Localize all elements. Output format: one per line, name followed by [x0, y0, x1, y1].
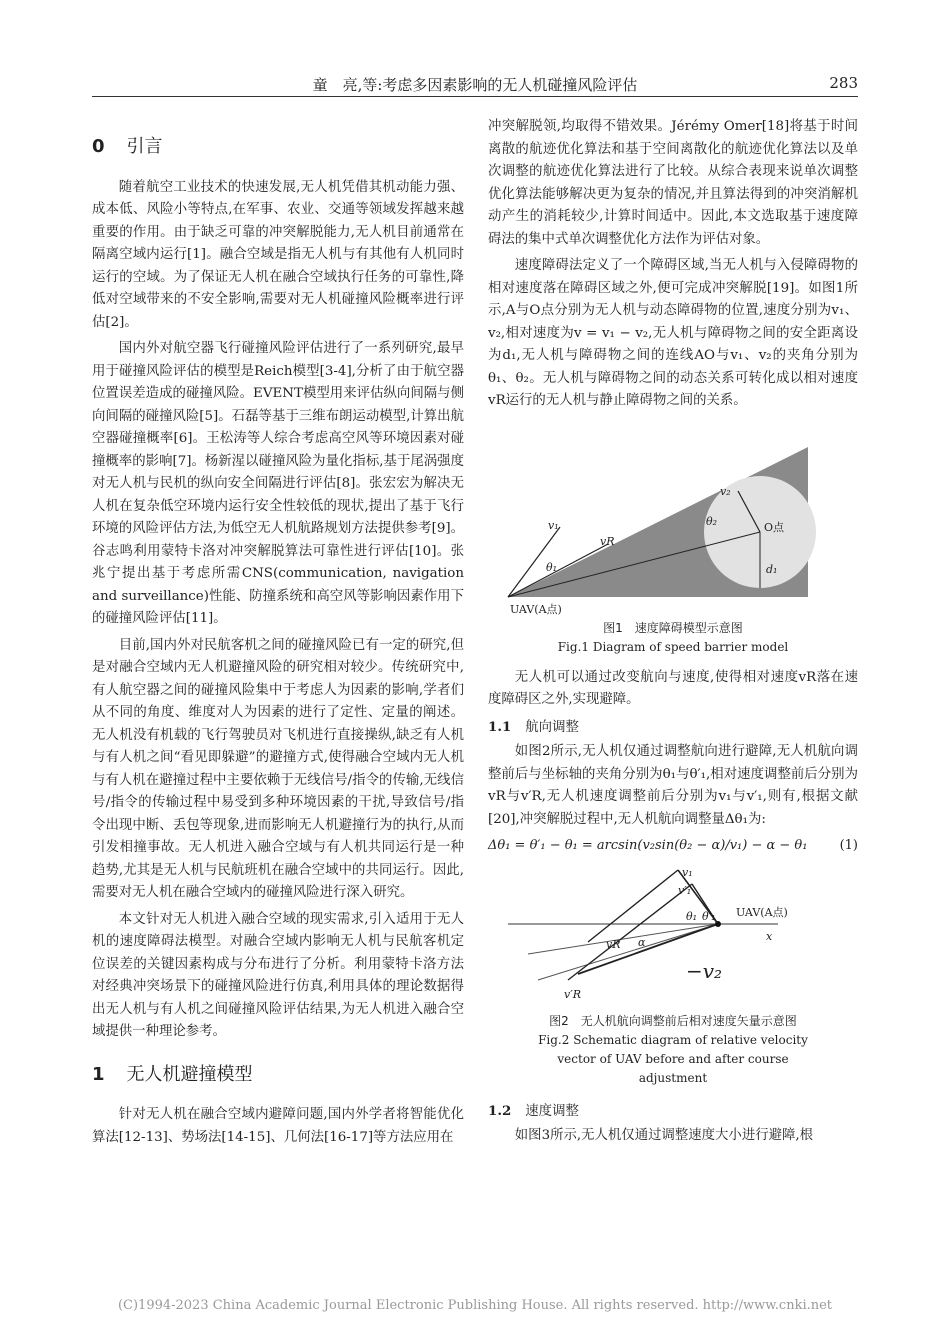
fig1-vr-label: vR [600, 534, 615, 548]
paragraph: 国内外对航空器飞行碰撞风险评估进行了一系列研究,最早用于碰撞风险评估的模型是Reich模型[3-4],分析了由于航空器位置误差造成的碰撞风险。EVENT模型用来评估纵向间隔与侧向间隔的碰撞风险[5]。石磊等基于三维布朗运动模型,计算出航空器碰撞概率[6]。王松涛等人综合考虑高空风等环境因素对碰撞概率的影响[7]。杨新湦以碰撞风险为量化指标,基于尾涡强度对无人机与民机的纵向安全间隔进行评估[8]。张宏宏为解决无人机在复杂低空环境内运行安全性较低的现状,提出了基于飞行环境的风险评估方法,为低空无人机航路规划方法提供参考[9]。谷志鸣利用蒙特卡洛对冲突解脱算法可靠性进行评估[10]。张兆宁提出基于考虑所需CNS(communication, navigation and surveillance)性能、防撞系统和高空风等影响因素作用下的碰撞风险评估[11]。 [92, 341, 464, 626]
fig1-theta1-label: θ₁ [546, 560, 558, 574]
fig1-theta2-label: θ₂ [706, 514, 718, 528]
subsection-1-1-number: 1.1 [488, 718, 512, 735]
fig1-uav-label: UAV(A点) [510, 602, 562, 616]
equation-1 [488, 835, 858, 858]
fig2-vrp-label: v′R [564, 987, 581, 1001]
subsection-1-1-title: 航向调整 [525, 719, 579, 735]
fig2-theta1-label: θ₁ [686, 909, 698, 923]
section-1-heading [92, 1064, 464, 1087]
paragraph: 本文针对无人机进入融合空域的现实需求,引入适用于无人机的速度障碍法模型。对融合空域内影响无人机与民航客机定位误差的关键因素构成与分布进行了分析。利用蒙特卡洛方法对经典冲突场景下的碰撞风险进行仿真,利用具体的理论数据得出无人机与有人机之间碰撞风险评估结果,为无人机进入融合空域提供一种理论参考。 [92, 911, 464, 1039]
figure-1-caption-cn: 图1 速度障碍模型示意图 [603, 620, 743, 635]
paragraph: 无人机可以通过改变航向与速度,使得相对速度vR落在速度障碍区之外,实现避障。 [488, 669, 858, 707]
section-0-heading [92, 136, 464, 159]
subsection-1-2-heading [488, 1100, 858, 1124]
header-title: 童 亮,等:考虑多因素影响的无人机碰撞风险评估 [312, 76, 638, 94]
figure-1 [488, 419, 858, 619]
fig2-v1p-label: v′₁ [678, 883, 692, 897]
fig2-vr-label: vR [606, 937, 621, 951]
subsection-1-2-title: 速度调整 [525, 1103, 579, 1119]
paragraph: 如图2所示,无人机仅通过调整航向进行避障,无人机航向调整前后与坐标轴的夹角分别为θ₁与θ′₁,相对速度调整前后分别为vR与v′R,无人机速度调整前后分别为v₁与v′₁,则有,根据文献[20],冲突解脱过程中,无人机航向调整量Δθ₁为: [488, 744, 858, 827]
section-0-number: 0 [92, 136, 105, 157]
section-1-title: 无人机避撞模型 [126, 1063, 253, 1085]
paragraph: 随着航空工业技术的快速发展,无人机凭借其机动能力强、成本低、风险小等特点,在军事、农业、交通等领域发挥越来越重要的作用。由于缺乏可靠的冲突解脱能力,无人机目前通常在隔离空域内运行[1]。融合空域是指无人机与有其他有人机同时运行的空域。为了保证无人机在融合空域执行任务的可靠性,降低对空域带来的不安全影响,需要对无人机碰撞风险概率进行评估[2]。 [92, 179, 464, 330]
paragraph: 如图3所示,无人机仅通过调整速度大小进行避障,根 [514, 1128, 814, 1143]
fig1-o-label: O点 [764, 520, 785, 534]
uav-point [715, 921, 721, 927]
fig2-x-label: x [766, 929, 773, 943]
copyright-footer: (C)1994-2023 China Academic Journal Electronic Publishing House. All rights reserved. http://www.cnki.net [117, 1298, 833, 1313]
section-1-number: 1 [92, 1063, 105, 1085]
figure-2-caption-en: Fig.2 Schematic diagram of relative velocity vector of UAV before and after course adjustment [538, 1032, 808, 1085]
paragraph: 针对无人机在融合空域内避障问题,国内外学者将智能优化算法[12-13]、势场法[14-15]、几何法[16-17]等方法应用在 [92, 1107, 464, 1145]
fig2-neg-v2-label: −v₂ [686, 958, 723, 983]
figure-2 [488, 862, 858, 1012]
course-adjustment-diagram [488, 862, 858, 1012]
fig2-alpha-label: α [638, 935, 646, 949]
paragraph: 冲突解脱领,均取得不错效果。Jérémy Omer[18]将基于时间离散的航迹优化算法和基于空间离散化的航迹优化算法以及单次调整的航迹优化算法进行了比较。从综合表现来说单次调整优化算法能够解决更为复杂的情况,并且算法得到的冲突消解机动产生的消耗较少,计算时间适中。因此,本文选取基于速度障碍法的集中式单次调整优化方法作为评估对象。 [488, 119, 858, 247]
right-column [488, 116, 858, 1152]
running-header [92, 68, 858, 97]
fig1-v1-label: v₁ [548, 518, 559, 532]
fig2-v1-label: v₁ [682, 865, 693, 879]
vrp-vector [568, 884, 692, 980]
equation-1-number: (1) [839, 838, 858, 853]
subsection-1-1-heading [488, 716, 858, 740]
equation-1-body: Δθ₁ = θ′₁ − θ₁ = arcsin(v₂sin(θ₂ − α)/v₁) − α − θ₁ [488, 838, 808, 853]
paragraph: 速度障碍法定义了一个障碍区域,当无人机与入侵障碍物的相对速度落在障碍区域之外,便可完成冲突解脱[19]。如图1所示,A与O点分别为无人机与动态障碍物的位置,速度分别为v₁、v₂,相对速度为v = v₁ − v₂,无人机与障碍物之间的安全距离设为d₁,无人机与障碍物之间的连线AO与v₁、v₂的夹角分别为θ₁、θ₂。无人机与障碍物之间的动态关系可转化成以相对速度vR运行的无人机与静止障碍物之间的关系。 [488, 258, 858, 408]
fig2-uav-label: UAV(A点) [736, 905, 788, 919]
paragraph: 目前,国内外对民航客机之间的碰撞风险已有一定的研究,但是对融合空域内无人机避撞风险的研究相对较少。传统研究中,有人航空器之间的碰撞风险集中于考虑人为因素的影响,学者们从不同的角度、维度对人为因素的进行了定性、定量的阐述。无人机没有机载的飞行驾驶员对飞机进行直接操纵,缺乏有人机与有人机之间“看见即躲避”的避撞方式,使得融合空域内无人机与有人机在避撞过程中主要依赖于无线信号/指令的传输,无线信号/指令的传输过程中易受到多种环境因素的干扰,导致信号/指令出现中断、丢包等现象,进而影响无人机避撞行为的执行,从而引发相撞事故。无人机进入融合空域与有人机共同运行是一种趋势,尤其是无人机与民航班机在融合空域中的共同运行。因此,需要对无人机在融合空域内的碰撞风险进行深入研究。 [92, 637, 464, 900]
section-0-title: 引言 [126, 136, 163, 157]
page-number: 283 [829, 74, 858, 92]
subsection-1-2-number: 1.2 [488, 1102, 512, 1119]
speed-barrier-diagram [488, 419, 858, 619]
fig2-theta1p-label: θ′₁ [702, 909, 716, 923]
figure-2-caption-cn: 图2 无人机航向调整前后相对速度矢量示意图 [549, 1013, 797, 1028]
fig1-v2-label: v₂ [720, 484, 731, 498]
ray-1 [528, 924, 718, 954]
fig1-d1-label: d₁ [766, 562, 778, 576]
figure-1-caption-en: Fig.1 Diagram of speed barrier model [557, 639, 789, 654]
left-column [92, 116, 464, 1153]
